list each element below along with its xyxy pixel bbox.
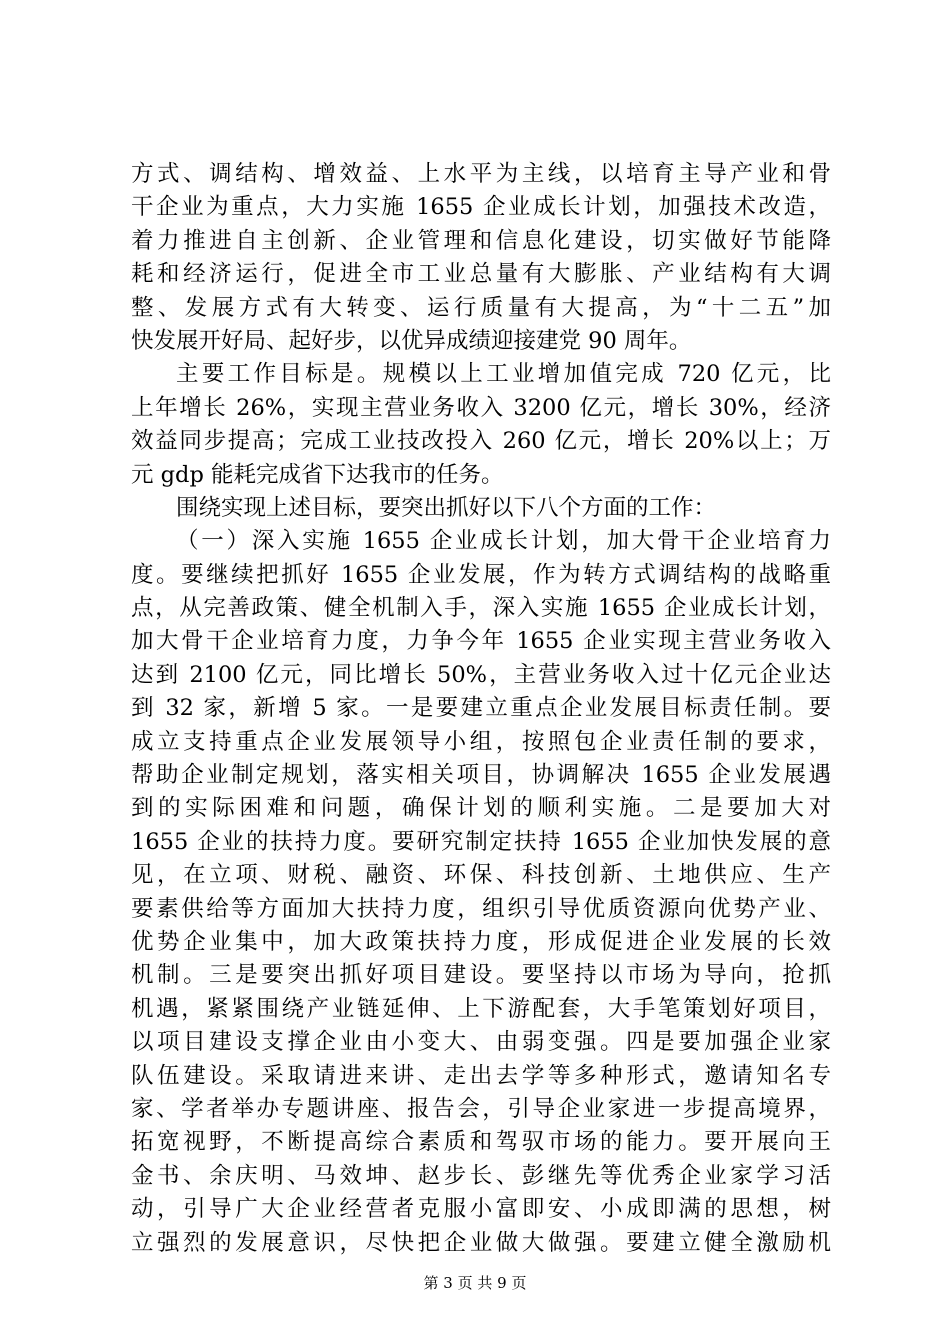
text-line: 效益同步提高；完成工业技改投入 260 亿元，增长 20%以上；万: [131, 428, 831, 455]
text-line: 队伍建设。采取请进来讲、走出去学等多种形式，邀请知名专: [131, 1062, 831, 1089]
text-line: 见，在立项、财税、融资、环保、科技创新、土地供应、生产: [131, 862, 831, 889]
text-line: 家、学者举办专题讲座、报告会，引导企业家进一步提高境界，: [131, 1095, 831, 1122]
text-line: 元 gdp 能耗完成省下达我市的任务。: [131, 461, 504, 488]
text-line: 要素供给等方面加大扶持力度，组织引导优质资源向优势产业、: [131, 895, 831, 922]
text-line: （一）深入实施 1655 企业成长计划，加大骨干企业培育力: [176, 528, 831, 555]
document-body: [131, 158, 831, 1260]
text-line: 到 32 家，新增 5 家。一是要建立重点企业发展目标责任制。要: [131, 695, 831, 722]
text-line: 围绕实现上述目标，要突出抓好以下八个方面的工作：: [176, 494, 717, 521]
text-line: 成立支持重点企业发展领导小组，按照包企业责任制的要求，: [131, 728, 831, 755]
text-line: 整、发展方式有大转变、运行质量有大提高，为“十二五”加: [131, 294, 831, 321]
text-line: 耗和经济运行，促进全市工业总量有大膨胀、产业结构有大调: [131, 261, 831, 288]
text-line: 机遇，紧紧围绕产业链延伸、上下游配套，大手笔策划好项目，: [131, 995, 831, 1022]
text-line: 优势企业集中，加大政策扶持力度，形成促进企业发展的长效: [131, 928, 831, 955]
text-line: 金书、余庆明、马效坤、赵步长、彭继先等优秀企业家学习活: [131, 1162, 831, 1189]
text-line: 帮助企业制定规划，落实相关项目，协调解决 1655 企业发展遇: [131, 762, 831, 789]
text-line: 主要工作目标是。规模以上工业增加值完成 720 亿元，比: [176, 361, 831, 388]
text-line: 方式、调结构、增效益、上水平为主线，以培育主导产业和骨: [131, 161, 831, 187]
text-line: 到的实际困难和问题，确保计划的顺利实施。二是要加大对: [131, 795, 831, 822]
text-line: 立强烈的发展意识，尽快把企业做大做强。要建立健全激励机: [131, 1229, 831, 1256]
text-line: 拓宽视野，不断提高综合素质和驾驭市场的能力。要开展向王: [131, 1129, 831, 1156]
text-line: 快发展开好局、起好步，以优异成绩迎接建党 90 周年。: [131, 327, 692, 354]
text-line: 点，从完善政策、健全机制入手，深入实施 1655 企业成长计划，: [131, 595, 831, 622]
text-line: 机制。三是要突出抓好项目建设。要坚持以市场为导向，抢抓: [131, 962, 831, 989]
text-line: 干企业为重点，大力实施 1655 企业成长计划，加强技术改造，: [131, 194, 831, 221]
text-line: 上年增长 26%，实现主营业务收入 3200 亿元，增长 30%，经济: [131, 394, 831, 421]
text-line: 度。要继续把抓好 1655 企业发展，作为转方式调结构的战略重: [131, 561, 831, 588]
text-line: 着力推进自主创新、企业管理和信息化建设，切实做好节能降: [131, 227, 831, 254]
text-line: 加大骨干企业培育力度，力争今年 1655 企业实现主营业务收入: [131, 628, 831, 655]
page-footer: 第 3 页 共 9 页: [423, 1274, 527, 1292]
text-line: 以项目建设支撑企业由小变大、由弱变强。四是要加强企业家: [131, 1029, 831, 1056]
text-line: 达到 2100 亿元，同比增长 50%，主营业务收入过十亿元企业达: [131, 661, 831, 688]
text-line: 动，引导广大企业经营者克服小富即安、小成即满的思想，树: [131, 1196, 831, 1223]
text-line: 1655 企业的扶持力度。要研究制定扶持 1655 企业加快发展的意: [131, 828, 831, 855]
